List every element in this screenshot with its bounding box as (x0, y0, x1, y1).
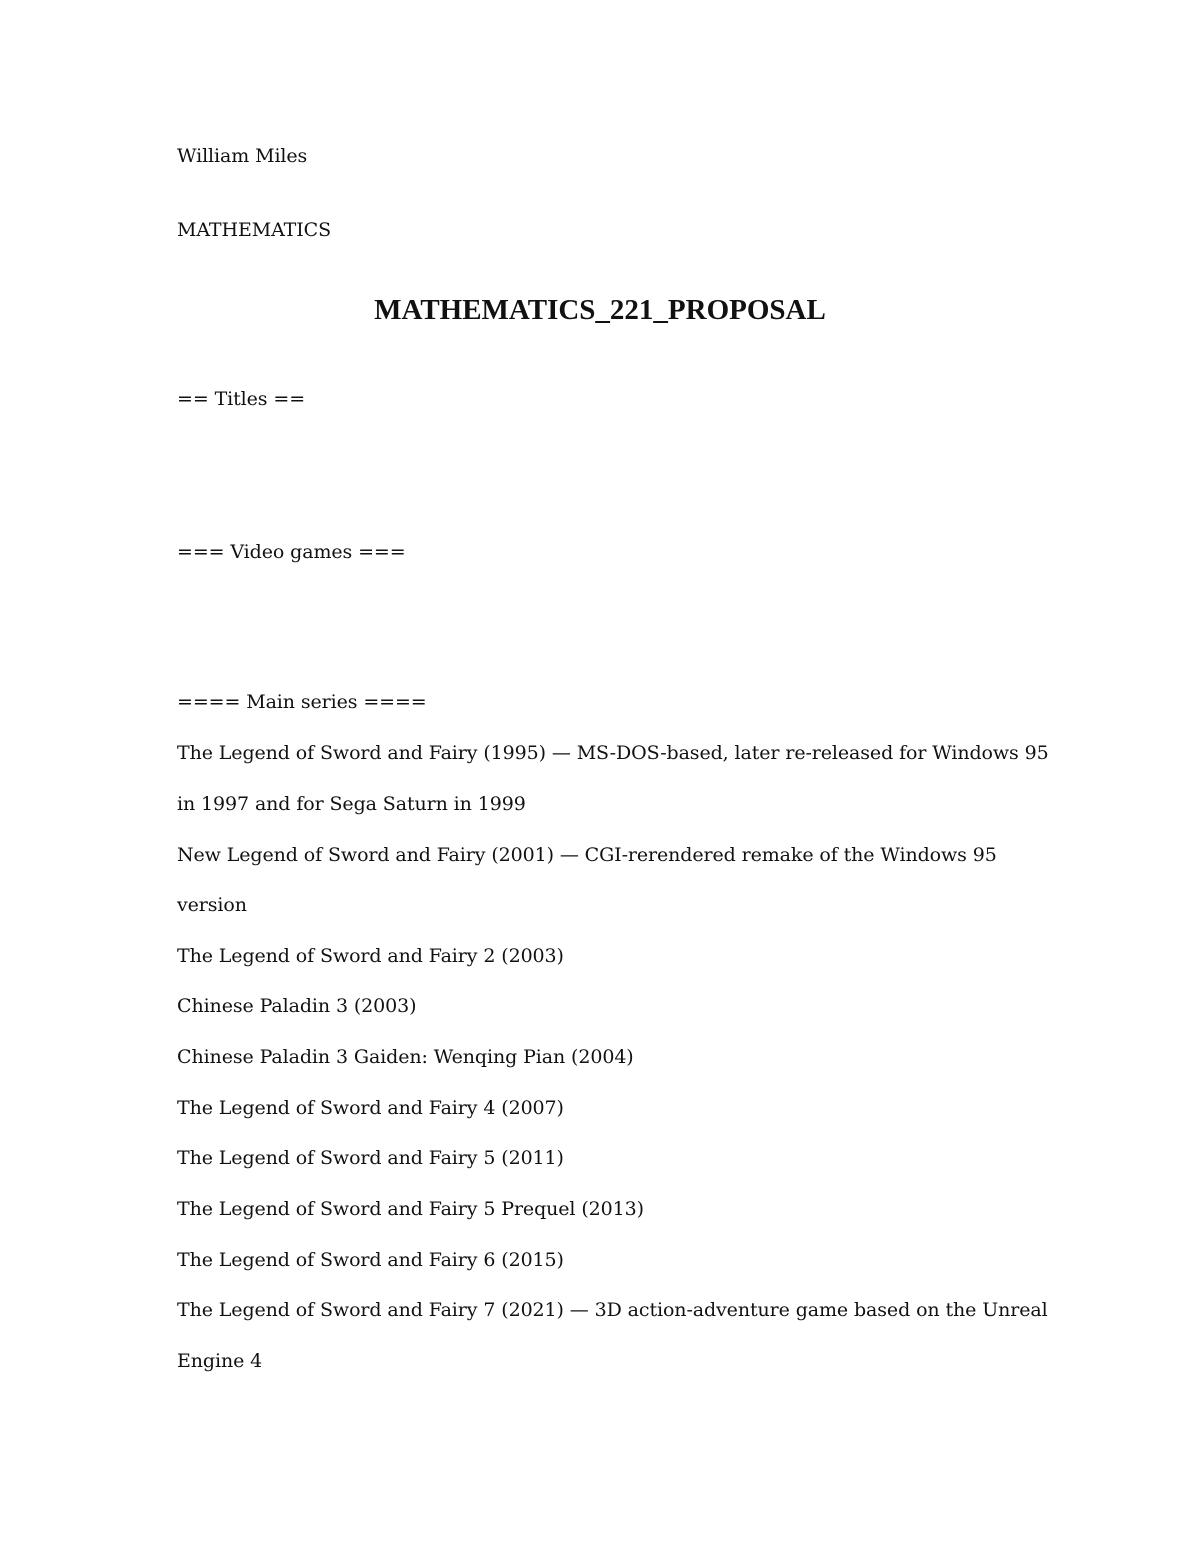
list-item: The Legend of Sword and Fairy 6 (2015) (177, 1249, 564, 1271)
list-item: Chinese Paladin 3 (2003) (177, 995, 417, 1017)
section-heading-titles: == Titles == (177, 388, 306, 410)
list-item: The Legend of Sword and Fairy 4 (2007) (177, 1097, 564, 1119)
list-item: The Legend of Sword and Fairy 7 (2021) — 3D action-adventure game based on the Unreal (177, 1299, 1048, 1321)
subject-line: MATHEMATICS (177, 219, 332, 241)
list-item: Chinese Paladin 3 Gaiden: Wenqing Pian (2004) (177, 1046, 634, 1068)
author-name: William Miles (177, 145, 308, 167)
document-title: MATHEMATICS_221_PROPOSAL (374, 294, 826, 326)
list-item: New Legend of Sword and Fairy (2001) — CGI-rerendered remake of the Windows 95 (177, 844, 997, 866)
list-item: The Legend of Sword and Fairy (1995) — MS-DOS-based, later re-released for Windows 95 (177, 742, 1049, 764)
list-item: The Legend of Sword and Fairy 5 (2011) (177, 1147, 564, 1169)
list-item: Engine 4 (177, 1350, 263, 1372)
list-item: The Legend of Sword and Fairy 2 (2003) (177, 945, 564, 967)
list-item: in 1997 and for Sega Saturn in 1999 (177, 793, 526, 815)
section-heading-main-series: ==== Main series ==== (177, 691, 427, 713)
list-item: version (177, 894, 247, 916)
list-item: The Legend of Sword and Fairy 5 Prequel (2013) (177, 1198, 644, 1220)
section-heading-video-games: === Video games === (177, 541, 406, 563)
